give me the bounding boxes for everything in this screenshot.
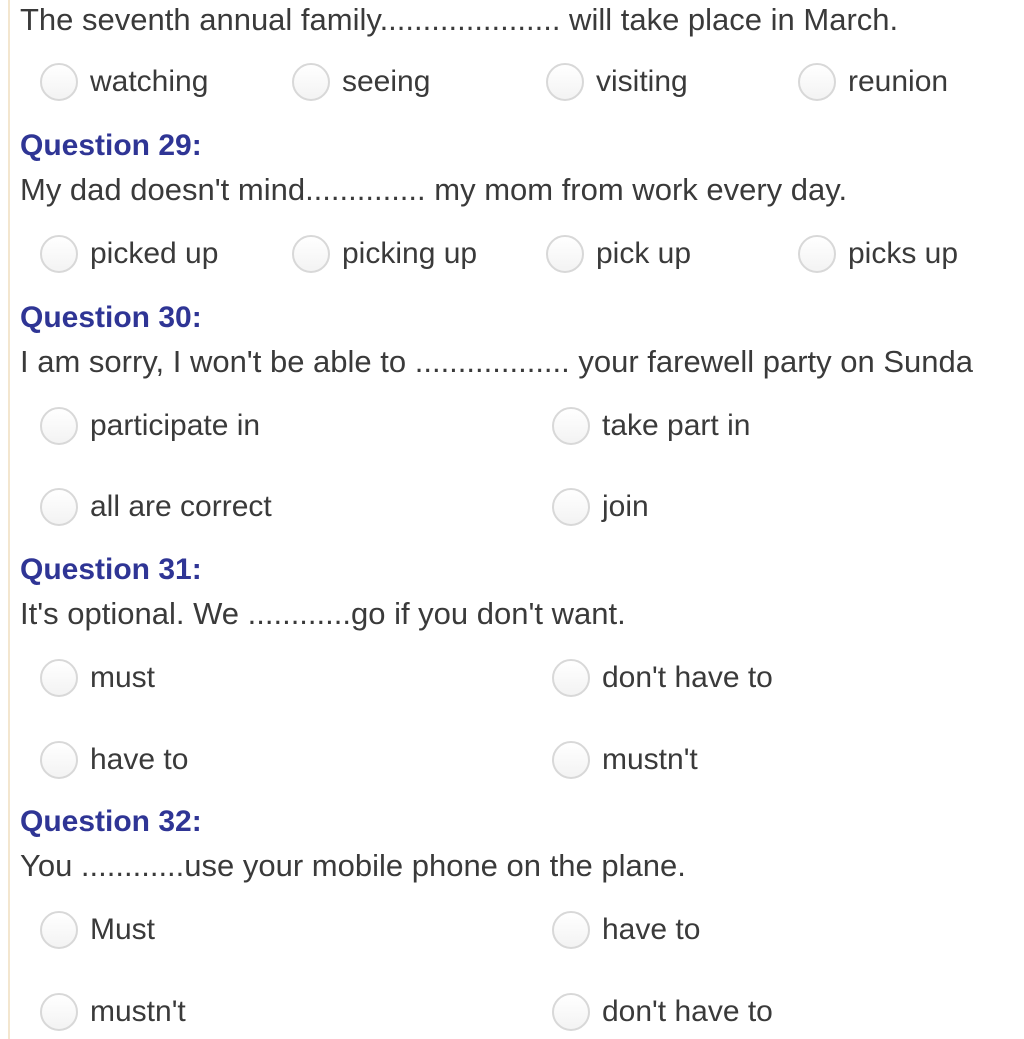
q30-option-all-are-correct[interactable] xyxy=(40,485,272,529)
option-label: picked up xyxy=(90,237,219,270)
q32-option-mustnt[interactable] xyxy=(40,990,186,1034)
option-label: seeing xyxy=(342,65,431,98)
q29-option-pick-up[interactable] xyxy=(546,232,691,276)
option-label: reunion xyxy=(848,65,949,98)
option-label: mustn't xyxy=(90,995,186,1028)
radio-button[interactable] xyxy=(40,993,78,1031)
radio-button[interactable] xyxy=(552,407,590,445)
question-31-title: Question 31: xyxy=(20,553,202,586)
q31-option-must[interactable] xyxy=(40,656,155,700)
radio-button[interactable] xyxy=(552,659,590,697)
radio-button[interactable] xyxy=(546,235,584,273)
option-label: have to xyxy=(90,743,189,776)
radio-button[interactable] xyxy=(552,911,590,949)
option-label: all are correct xyxy=(90,490,272,523)
q28-option-visiting[interactable] xyxy=(546,60,688,104)
radio-button[interactable] xyxy=(40,407,78,445)
left-border-rule xyxy=(8,0,10,1039)
option-label: have to xyxy=(602,913,701,946)
question-32-prompt: You ............use your mobile phone on the plane. xyxy=(20,848,686,883)
option-label: Must xyxy=(90,913,156,946)
q31-option-dont-have-to[interactable] xyxy=(552,656,773,700)
option-label: take part in xyxy=(602,409,751,442)
option-label: pick up xyxy=(596,237,692,270)
radio-button[interactable] xyxy=(292,235,330,273)
radio-button[interactable] xyxy=(40,235,78,273)
option-label: must xyxy=(90,661,156,694)
q31-option-have-to[interactable] xyxy=(40,738,188,782)
question-32-title: Question 32: xyxy=(20,805,202,838)
question-29-prompt: My dad doesn't mind.............. my mom from work every day. xyxy=(20,172,848,207)
q30-option-participate-in[interactable] xyxy=(40,404,260,448)
question-29-title: Question 29: xyxy=(20,129,202,162)
radio-button[interactable] xyxy=(552,488,590,526)
option-label: watching xyxy=(90,65,209,98)
option-label: join xyxy=(602,490,649,523)
radio-button[interactable] xyxy=(40,741,78,779)
q29-option-picked-up[interactable] xyxy=(40,232,218,276)
option-label: participate in xyxy=(90,409,261,442)
q29-option-picks-up[interactable] xyxy=(798,232,958,276)
option-label: picking up xyxy=(342,237,478,270)
question-31-prompt: It's optional. We ............go if you don't want. xyxy=(20,596,626,631)
option-label: don't have to xyxy=(602,661,773,694)
q28-option-reunion[interactable] xyxy=(798,60,948,104)
question-30-prompt: I am sorry, I won't be able to .................. your farewell party on Sunda xyxy=(20,344,973,379)
option-label: picks up xyxy=(848,237,959,270)
q30-option-take-part-in[interactable] xyxy=(552,404,750,448)
option-label: visiting xyxy=(596,65,688,98)
q32-option-dont-have-to[interactable] xyxy=(552,990,773,1034)
radio-button[interactable] xyxy=(798,63,836,101)
radio-button[interactable] xyxy=(40,63,78,101)
option-label: don't have to xyxy=(602,995,773,1028)
q32-option-must[interactable] xyxy=(40,908,155,952)
radio-button[interactable] xyxy=(40,488,78,526)
radio-button[interactable] xyxy=(546,63,584,101)
radio-button[interactable] xyxy=(40,911,78,949)
radio-button[interactable] xyxy=(552,993,590,1031)
q32-option-have-to[interactable] xyxy=(552,908,700,952)
option-label: mustn't xyxy=(602,743,698,776)
radio-button[interactable] xyxy=(292,63,330,101)
q28-option-watching[interactable] xyxy=(40,60,208,104)
question-30-title: Question 30: xyxy=(20,301,202,334)
q30-option-join[interactable] xyxy=(552,485,649,529)
radio-button[interactable] xyxy=(798,235,836,273)
q31-option-mustnt[interactable] xyxy=(552,738,698,782)
radio-button[interactable] xyxy=(40,659,78,697)
q28-option-seeing[interactable] xyxy=(292,60,430,104)
q29-option-picking-up[interactable] xyxy=(292,232,477,276)
question-28-prompt: The seventh annual family..................... will take place in March. xyxy=(20,2,899,37)
radio-button[interactable] xyxy=(552,741,590,779)
